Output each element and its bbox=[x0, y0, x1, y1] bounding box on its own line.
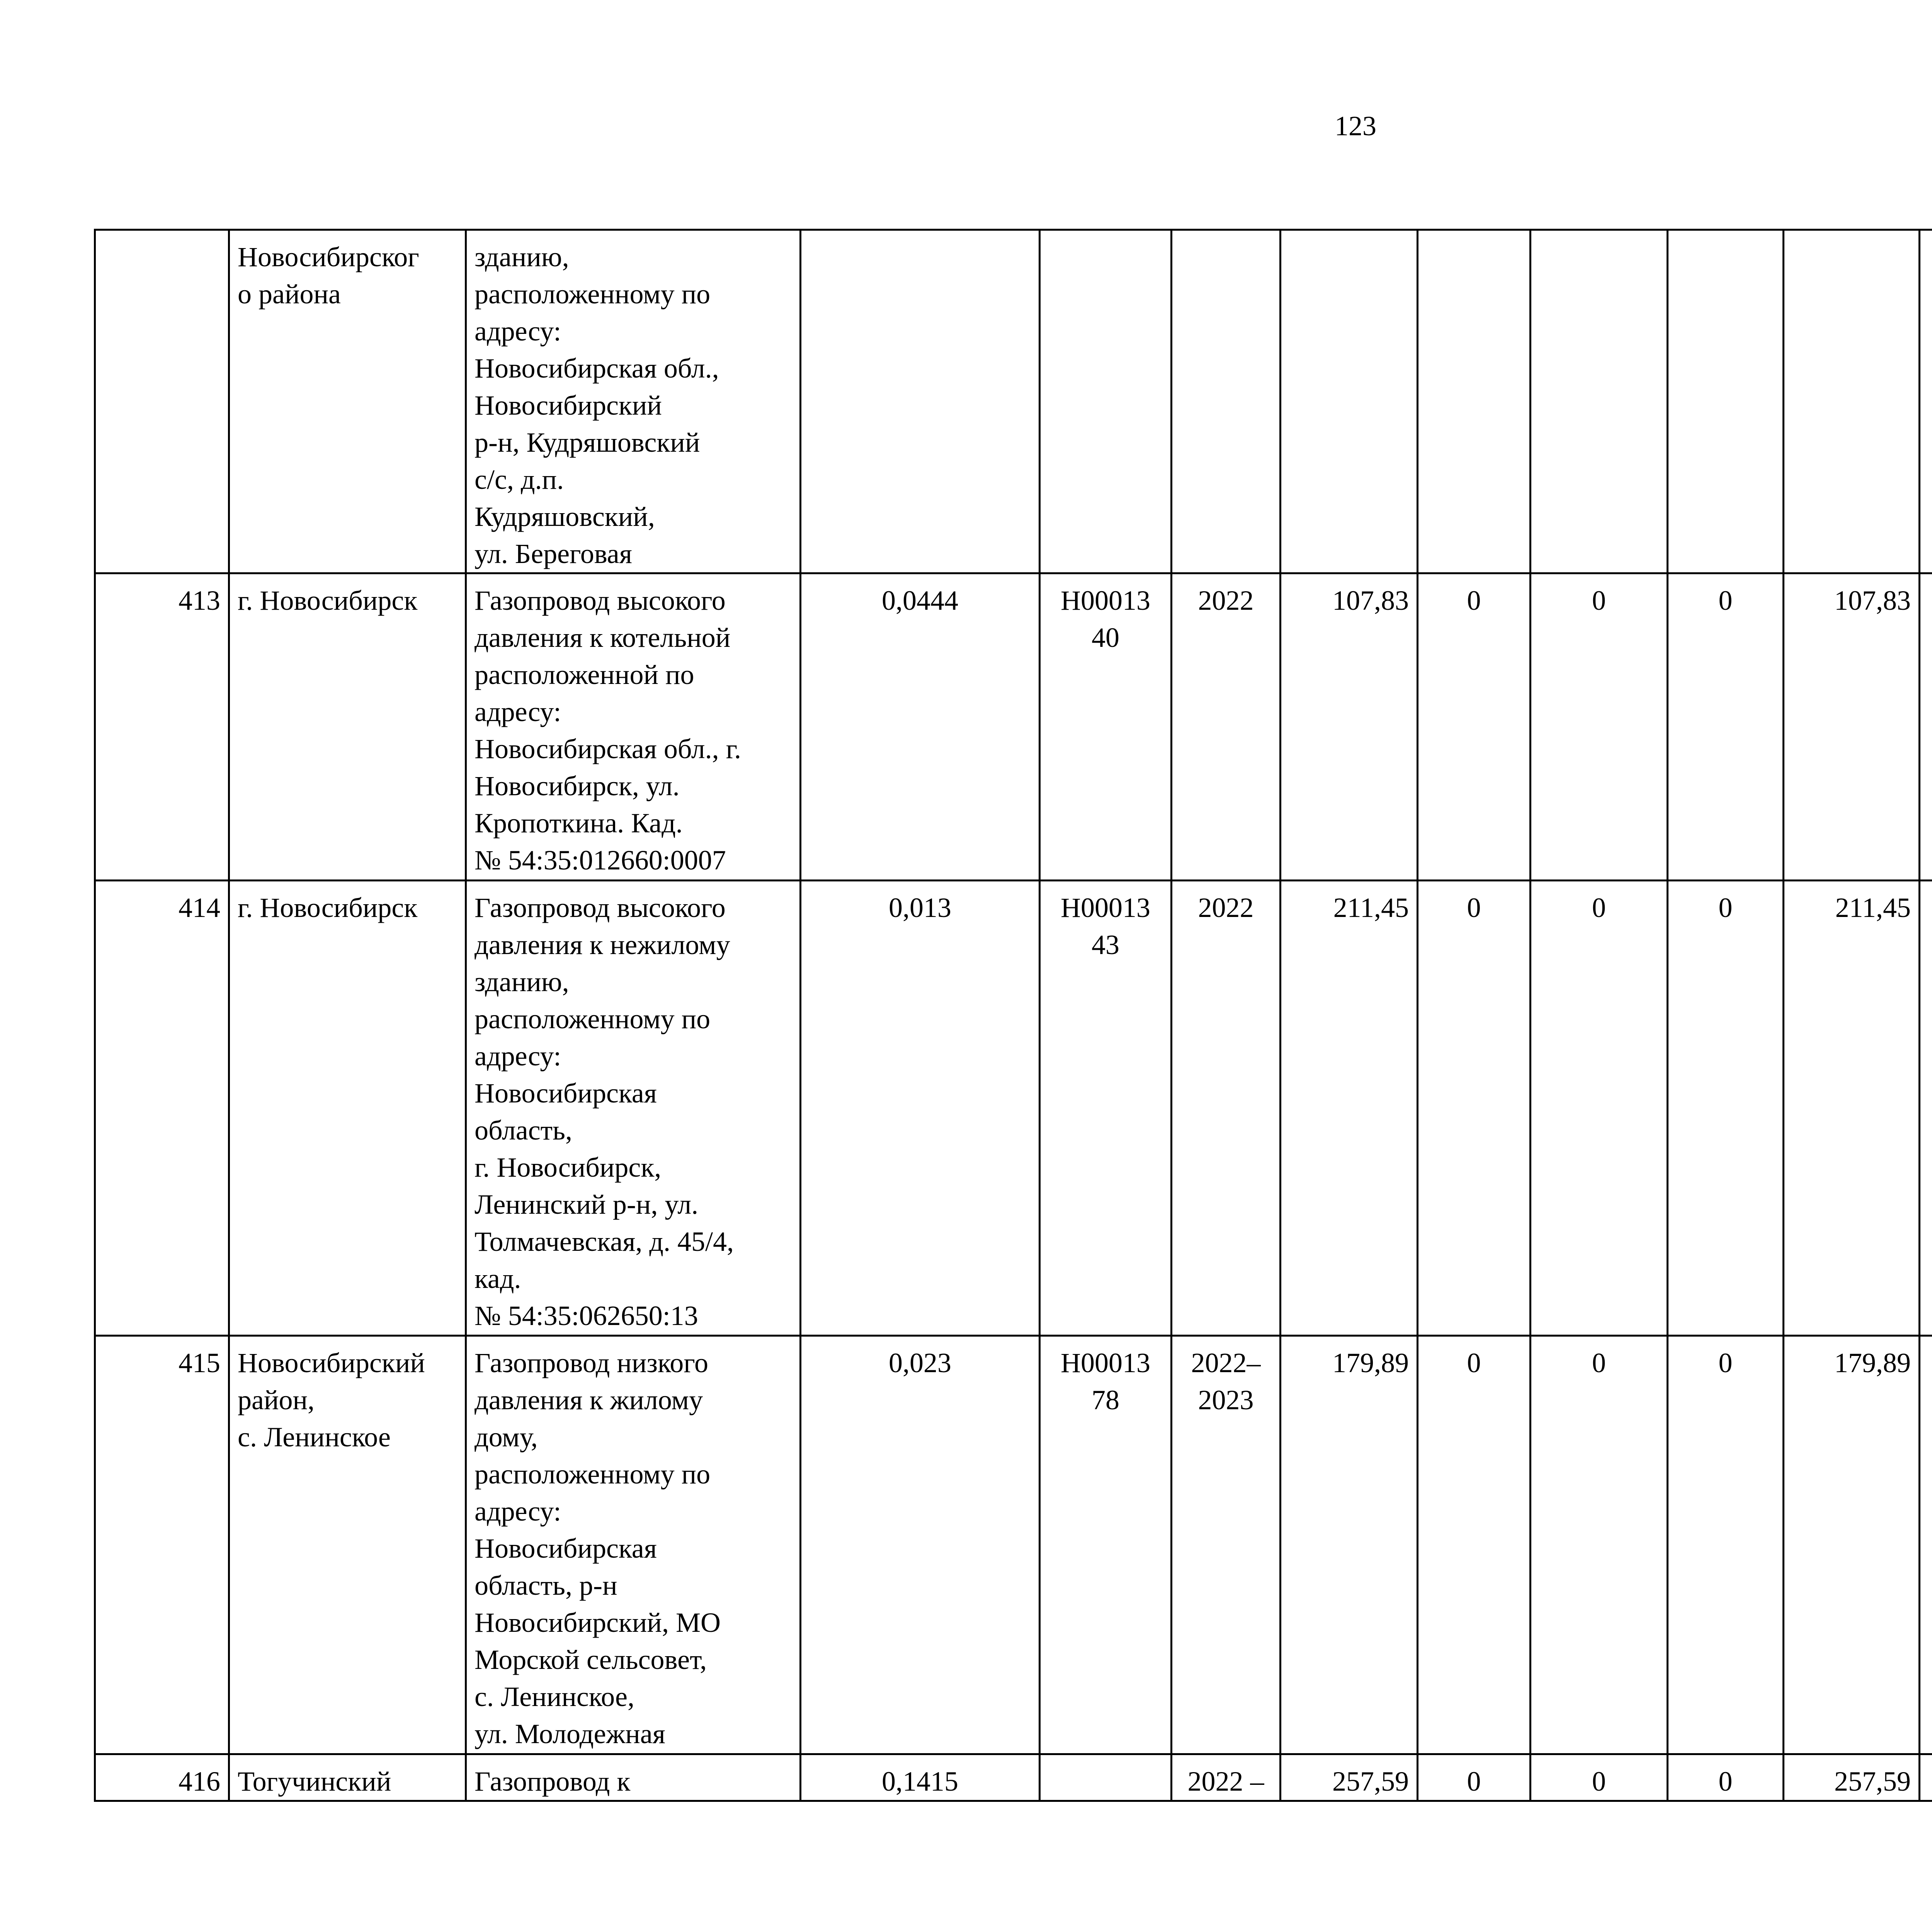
length-cell: 0,023 bbox=[801, 1336, 1040, 1754]
object-name-cell: Газопровод высокого давления к котельной расположенной по адресу: Новосибирская обл., г. Новосибирск, ул. Кропоткина. Кад. № 54:35:012660:0007 bbox=[466, 573, 801, 881]
table-row bbox=[95, 573, 1932, 881]
value-cell-4: 257,59 bbox=[1784, 1754, 1920, 1801]
table-row bbox=[95, 1754, 1932, 1801]
value-cell-2: 0 bbox=[1531, 573, 1668, 881]
organization-cell bbox=[1920, 1336, 1932, 1754]
object-name-cell: Газопровод высокого давления к нежилому зданию, расположенному по адресу: Новосибирская область, г. Новосибирск, Ленинский р-н, ул. Толмачевская, д. 45/4, кад. № 54:35:062650:13 bbox=[466, 881, 801, 1336]
register-table bbox=[94, 229, 1932, 1802]
object-name-cell: Газопровод низкого давления к жилому дому, расположенному по адресу: Новосибирская область, р-н Новосибирский, МО Морской сельсовет, с. Ленинское, ул. Молодежная bbox=[466, 1336, 801, 1754]
code-cell bbox=[1040, 1754, 1172, 1801]
length-cell: 0,013 bbox=[801, 881, 1040, 1336]
organization-cell bbox=[1920, 573, 1932, 881]
value-cell-3: 0 bbox=[1668, 573, 1784, 881]
row-number: 414 bbox=[95, 881, 229, 1336]
value-cell-1: 0 bbox=[1418, 573, 1531, 881]
area-cell: Тогучинский bbox=[229, 1754, 466, 1801]
object-name-cell: Газопровод к bbox=[466, 1754, 801, 1801]
code-cell: Н00013 40 bbox=[1040, 573, 1172, 881]
area-cell: Новосибирский район, с. Ленинское bbox=[229, 1336, 466, 1754]
code-cell: Н00013 43 bbox=[1040, 881, 1172, 1336]
period-cell: 2022– 2023 bbox=[1172, 1336, 1281, 1754]
code-cell: Н00013 78 bbox=[1040, 1336, 1172, 1754]
total-cost-cell bbox=[1281, 230, 1418, 573]
row-number: 413 bbox=[95, 573, 229, 881]
code-cell bbox=[1040, 230, 1172, 573]
value-cell-4: 179,89 bbox=[1784, 1336, 1920, 1754]
object-name-cell: зданию, расположенному по адресу: Новосибирская обл., Новосибирский р-н, Кудряшовский с/с, д.п. Кудряшовский, ул. Береговая bbox=[466, 230, 801, 573]
value-cell-2: 0 bbox=[1531, 1336, 1668, 1754]
value-cell-1: 0 bbox=[1418, 881, 1531, 1336]
total-cost-cell: 107,83 bbox=[1281, 573, 1418, 881]
row-number: 416 bbox=[95, 1754, 229, 1801]
value-cell-3 bbox=[1668, 230, 1784, 573]
organization-cell bbox=[1920, 1754, 1932, 1801]
value-cell-2: 0 bbox=[1531, 881, 1668, 1336]
period-cell: 2022 bbox=[1172, 881, 1281, 1336]
area-cell: г. Новосибирск bbox=[229, 881, 466, 1336]
value-cell-1 bbox=[1418, 230, 1531, 573]
value-cell-4: 211,45 bbox=[1784, 881, 1920, 1336]
table-row bbox=[95, 1336, 1932, 1754]
period-cell bbox=[1172, 230, 1281, 573]
total-cost-cell: 257,59 bbox=[1281, 1754, 1418, 1801]
value-cell-1: 0 bbox=[1418, 1336, 1531, 1754]
value-cell-1: 0 bbox=[1418, 1754, 1531, 1801]
total-cost-cell: 211,45 bbox=[1281, 881, 1418, 1336]
area-cell: г. Новосибирск bbox=[229, 573, 466, 881]
table-row bbox=[95, 230, 1932, 573]
value-cell-4: 107,83 bbox=[1784, 573, 1920, 881]
value-cell-4 bbox=[1784, 230, 1920, 573]
area-cell: Новосибирског о района bbox=[229, 230, 466, 573]
length-cell: 0,1415 bbox=[801, 1754, 1040, 1801]
total-cost-cell: 179,89 bbox=[1281, 1336, 1418, 1754]
value-cell-2: 0 bbox=[1531, 1754, 1668, 1801]
organization-cell bbox=[1920, 881, 1932, 1336]
organization-cell bbox=[1920, 230, 1932, 573]
period-cell: 2022 – bbox=[1172, 1754, 1281, 1801]
page-number: 123 bbox=[1335, 111, 1376, 141]
value-cell-3: 0 bbox=[1668, 1754, 1784, 1801]
length-cell bbox=[801, 230, 1040, 573]
value-cell-3: 0 bbox=[1668, 1336, 1784, 1754]
length-cell: 0,0444 bbox=[801, 573, 1040, 881]
row-number: 415 bbox=[95, 1336, 229, 1754]
value-cell-2 bbox=[1531, 230, 1668, 573]
table-row bbox=[95, 881, 1932, 1336]
row-number bbox=[95, 230, 229, 573]
period-cell: 2022 bbox=[1172, 573, 1281, 881]
value-cell-3: 0 bbox=[1668, 881, 1784, 1336]
